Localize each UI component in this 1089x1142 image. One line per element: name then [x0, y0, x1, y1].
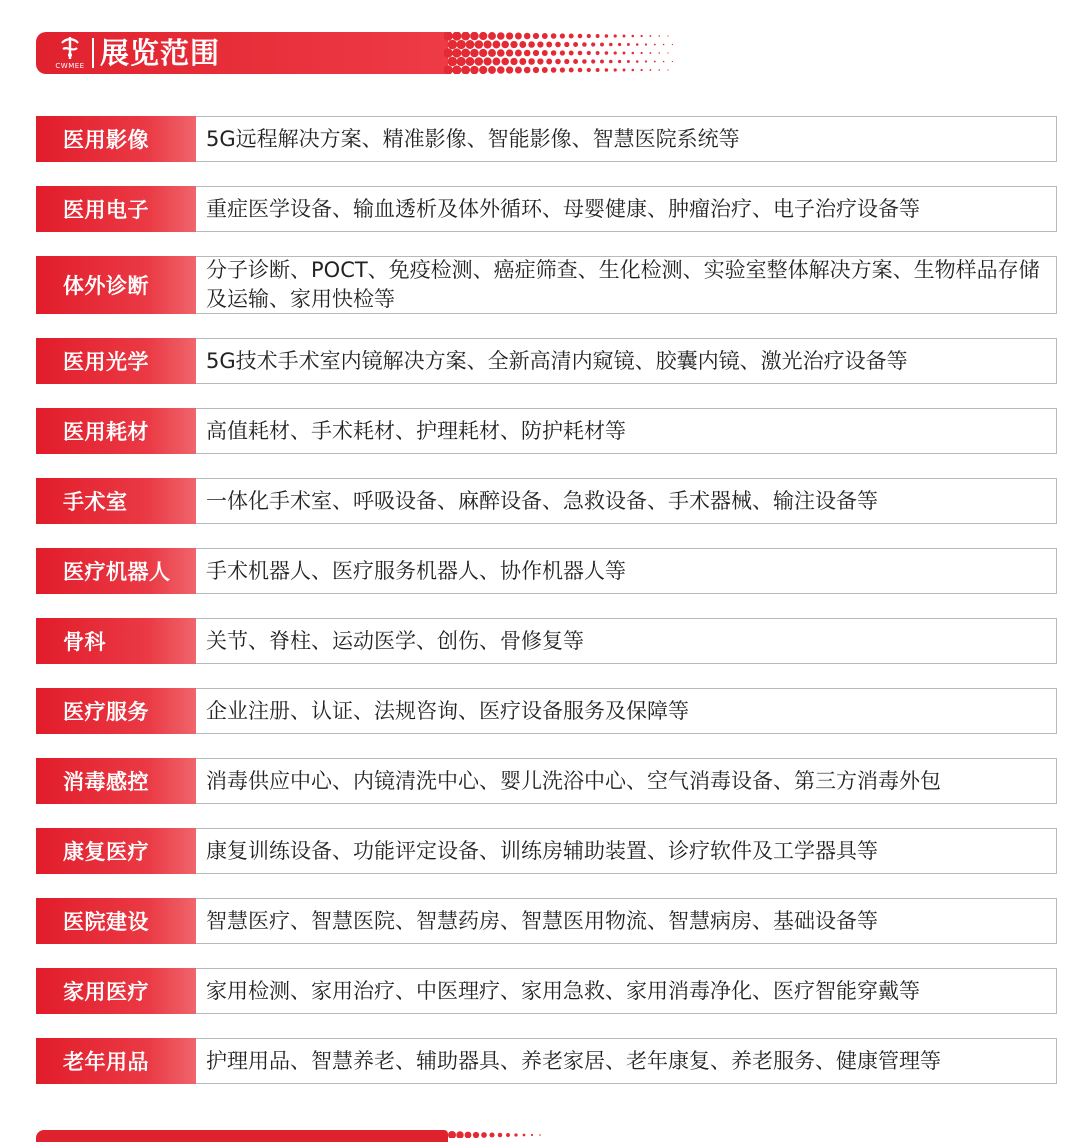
halftone-dot [488, 49, 496, 57]
halftone-dot [510, 58, 517, 65]
halftone-dot [483, 40, 491, 48]
halftone-dot [600, 60, 604, 64]
halftone-dot [623, 52, 626, 55]
category-description: 企业注册、认证、法规咨询、医疗设备服务及保障等 [206, 698, 689, 723]
halftone-dot [528, 41, 535, 48]
halftone-dot [498, 1133, 503, 1138]
halftone-dot [452, 65, 461, 74]
halftone-dot [582, 42, 587, 47]
halftone-dot [488, 32, 496, 40]
category-label: 老年用品 [36, 1038, 196, 1084]
category-label: 医疗服务 [36, 688, 196, 734]
category-description: 关节、脊柱、运动医学、创伤、骨修复等 [206, 628, 584, 653]
category-description-cell [196, 338, 1057, 384]
halftone-dot [618, 43, 621, 46]
halftone-dot [506, 66, 513, 73]
halftone-dot [456, 1131, 463, 1138]
category-label: 医用影像 [36, 116, 196, 162]
halftone-dot [627, 43, 630, 46]
category-description: 手术机器人、医疗服务机器人、协作机器人等 [206, 558, 626, 583]
category-description-cell [196, 688, 1057, 734]
halftone-dot [605, 51, 609, 55]
halftone-dot [524, 50, 531, 57]
halftone-dot [515, 33, 522, 40]
scope-row [36, 898, 1057, 944]
halftone-dot [461, 32, 470, 40]
halftone-dot [506, 49, 513, 56]
next-section-header-bar [36, 1130, 448, 1142]
halftone-dot [555, 42, 561, 48]
scope-row [36, 408, 1057, 454]
halftone-dot [533, 33, 539, 39]
halftone-dot [555, 59, 561, 65]
halftone-dot [564, 42, 569, 47]
scope-row [36, 186, 1057, 232]
category-label: 家用医疗 [36, 968, 196, 1014]
halftone-dot [497, 49, 505, 57]
halftone-dot [470, 32, 479, 40]
halftone-dot [596, 34, 600, 38]
page-title: 展览范围 [100, 36, 221, 70]
halftone-dot [569, 34, 574, 39]
category-label: 医用耗材 [36, 408, 196, 454]
scope-row [36, 758, 1057, 804]
category-label: 医疗机器人 [36, 548, 196, 594]
halftone-dot [560, 33, 565, 38]
halftone-dot [645, 43, 647, 45]
halftone-dot [560, 67, 565, 72]
scope-row [36, 688, 1057, 734]
halftone-dot [614, 68, 617, 71]
halftone-dot [649, 69, 651, 71]
category-description-cell [196, 116, 1057, 162]
halftone-dot [473, 1132, 479, 1138]
halftone-dot [519, 58, 526, 65]
footer-halftone-dots [448, 1130, 548, 1138]
halftone-dot [640, 69, 642, 71]
halftone-dot [542, 50, 548, 56]
scope-row [36, 338, 1057, 384]
header-divider [92, 38, 94, 68]
halftone-dot [560, 50, 565, 55]
halftone-dot [551, 50, 557, 56]
halftone-dot [658, 35, 660, 37]
halftone-dot [632, 69, 635, 72]
halftone-dot [475, 57, 484, 66]
halftone-dot [489, 1132, 494, 1137]
category-description-cell [196, 186, 1057, 232]
halftone-dot [461, 66, 470, 74]
category-label: 康复医疗 [36, 828, 196, 874]
halftone-dot [658, 69, 660, 71]
category-description: 消毒供应中心、内镜清洗中心、婴儿洗浴中心、空气消毒设备、第三方消毒外包 [206, 768, 941, 793]
halftone-dot [537, 58, 543, 64]
halftone-dot [492, 58, 500, 66]
halftone-dot [640, 52, 642, 54]
halftone-dot [605, 34, 609, 38]
halftone-dot [667, 52, 668, 53]
category-description-cell [196, 968, 1057, 1014]
halftone-dot [632, 35, 635, 38]
halftone-dot [564, 59, 569, 64]
halftone-dot [444, 32, 453, 41]
halftone-dot [614, 34, 617, 37]
halftone-dot [618, 60, 621, 63]
halftone-dot [591, 42, 595, 46]
halftone-dot [649, 52, 651, 54]
category-description-cell [196, 898, 1057, 944]
category-label: 医院建设 [36, 898, 196, 944]
halftone-dot [663, 61, 665, 63]
halftone-dot [596, 68, 600, 72]
scope-row [36, 828, 1057, 874]
category-description-cell [196, 618, 1057, 664]
halftone-dot [609, 60, 613, 64]
scope-row [36, 618, 1057, 664]
halftone-dot [519, 41, 526, 48]
category-description: 护理用品、智慧养老、辅助器具、养老家居、老年康复、养老服务、健康管理等 [206, 1048, 941, 1073]
halftone-dot [448, 57, 458, 67]
halftone-dot [569, 51, 574, 56]
header-bar [36, 32, 448, 74]
halftone-dot [578, 51, 583, 56]
halftone-dot [636, 43, 639, 46]
halftone-dot [457, 40, 466, 49]
halftone-dot [528, 58, 535, 65]
halftone-dot [542, 67, 548, 73]
halftone-dot [640, 35, 642, 37]
halftone-dot [501, 58, 509, 66]
halftone-dot [457, 57, 466, 66]
category-description: 高值耗材、手术耗材、护理耗材、防护耗材等 [206, 418, 626, 443]
category-description: 5G技术手术室内镜解决方案、全新高清内窥镜、胶囊内镜、激光治疗设备等 [206, 348, 908, 373]
halftone-dot [465, 1132, 472, 1138]
halftone-dot [510, 41, 517, 48]
category-description: 家用检测、家用治疗、中医理疗、家用急救、家用消毒净化、医疗智能穿戴等 [206, 978, 920, 1003]
halftone-dot [537, 41, 543, 47]
category-label: 手术室 [36, 478, 196, 524]
halftone-dot [470, 49, 479, 58]
halftone-dot [546, 42, 552, 48]
halftone-dot [514, 1133, 517, 1136]
halftone-dot [569, 68, 574, 73]
halftone-dot [573, 42, 578, 47]
cwmee-logo-icon [58, 35, 82, 61]
category-description: 分子诊断、POCT、免疫检测、癌症筛查、生化检测、实验室整体解决方案、生物样品存储及运输、家用快检等 [206, 258, 1040, 311]
halftone-dot [582, 59, 587, 64]
halftone-dot [587, 51, 591, 55]
halftone-dot [636, 60, 639, 63]
halftone-dot [605, 68, 609, 72]
scope-row [36, 548, 1057, 594]
halftone-dot [475, 40, 484, 49]
halftone-dot [481, 1132, 487, 1138]
halftone-dot [444, 65, 453, 74]
halftone-dot [515, 67, 522, 74]
halftone-dot [506, 32, 513, 39]
halftone-dot [488, 66, 496, 74]
halftone-dot [587, 68, 591, 72]
category-description: 智慧医疗、智慧医院、智慧药房、智慧医用物流、智慧病房、基础设备等 [206, 908, 878, 933]
halftone-dot [654, 44, 656, 46]
halftone-dot [533, 67, 539, 73]
halftone-dot [614, 51, 617, 54]
halftone-dot [542, 33, 548, 39]
halftone-dot [623, 35, 626, 38]
scope-row [36, 256, 1057, 314]
halftone-dot [506, 1133, 510, 1137]
category-description-cell [196, 548, 1057, 594]
halftone-dot [663, 44, 665, 46]
halftone-dot [600, 43, 604, 47]
halftone-dot [573, 59, 578, 64]
halftone-dot [596, 51, 600, 55]
category-description: 康复训练设备、功能评定设备、训练房辅助装置、诊疗软件及工学器具等 [206, 838, 878, 863]
halftone-dot [470, 66, 479, 74]
halftone-dot [623, 69, 626, 72]
category-label: 医用光学 [36, 338, 196, 384]
halftone-dot [667, 69, 668, 70]
category-description-cell [196, 1038, 1057, 1084]
halftone-dot [448, 40, 458, 50]
scope-row [36, 1038, 1057, 1084]
halftone-dot [497, 66, 505, 74]
halftone-dot [649, 35, 651, 37]
halftone-dot [479, 32, 487, 40]
halftone-dot [479, 66, 487, 74]
category-description: 5G远程解决方案、精准影像、智能影像、智慧医院系统等 [206, 126, 740, 151]
halftone-dot [533, 50, 539, 56]
halftone-dot [497, 32, 505, 40]
halftone-dot [466, 40, 475, 49]
scope-row [36, 116, 1057, 162]
category-description-cell [196, 758, 1057, 804]
halftone-dot [645, 60, 647, 62]
halftone-dot [524, 67, 531, 74]
halftone-dot [672, 44, 673, 45]
halftone-dot [627, 60, 630, 63]
cwmee-logo [50, 35, 90, 73]
halftone-dot [448, 1131, 456, 1138]
halftone-dot [551, 67, 557, 73]
category-label: 医用电子 [36, 186, 196, 232]
category-description-cell [196, 478, 1057, 524]
scope-row [36, 478, 1057, 524]
halftone-dot [501, 41, 509, 49]
halftone-dot [492, 41, 500, 49]
halftone-dot [483, 57, 491, 65]
halftone-dot [515, 50, 522, 57]
category-label: 体外诊断 [36, 256, 196, 314]
halftone-dot [551, 33, 557, 39]
halftone-dot [578, 68, 583, 73]
halftone-dot [672, 61, 673, 62]
halftone-dot [587, 34, 591, 38]
halftone-dot [632, 52, 635, 55]
halftone-dot [444, 48, 453, 58]
halftone-dot [452, 48, 461, 57]
halftone-dot [466, 57, 475, 66]
category-description-cell [196, 408, 1057, 454]
halftone-dot [452, 32, 461, 41]
halftone-dots-decoration [444, 32, 676, 74]
logo-text: CWMEE [55, 62, 85, 70]
category-description: 一体化手术室、呼吸设备、麻醉设备、急救设备、手术器械、输注设备等 [206, 488, 878, 513]
category-description-cell [196, 828, 1057, 874]
halftone-dot [479, 49, 487, 57]
category-label: 骨科 [36, 618, 196, 664]
halftone-dot [461, 49, 470, 58]
halftone-dot [591, 59, 595, 63]
scope-row [36, 968, 1057, 1014]
halftone-dot [654, 61, 656, 63]
category-description-cell [196, 256, 1057, 314]
halftone-dot [667, 35, 668, 36]
halftone-dot [609, 43, 613, 47]
section-header [36, 32, 676, 76]
category-label: 消毒感控 [36, 758, 196, 804]
category-description: 重症医学设备、输血透析及体外循环、母婴健康、肿瘤治疗、电子治疗设备等 [206, 196, 920, 221]
halftone-dot [578, 34, 583, 39]
halftone-dot [546, 59, 552, 65]
halftone-dot [524, 33, 531, 40]
halftone-dot [658, 52, 660, 54]
